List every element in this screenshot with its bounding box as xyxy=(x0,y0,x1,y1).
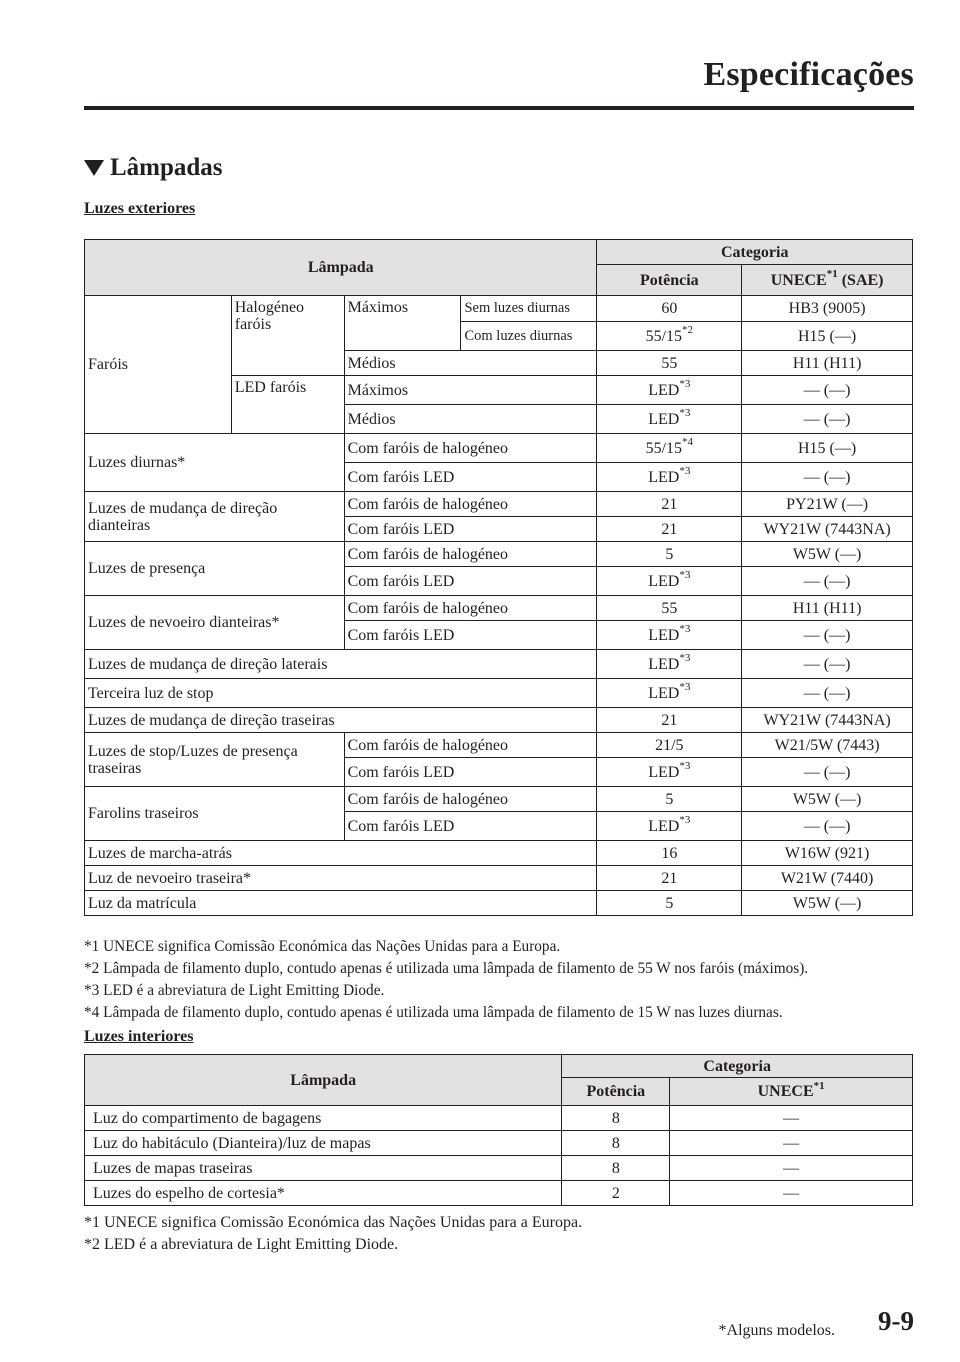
footnote: *1 UNECE significa Comissão Económica das Nações Unidas para a Europa. xyxy=(84,1214,583,1231)
table-row: Luzes de mapas traseiras 8 — xyxy=(85,1156,913,1181)
exterior-lights-table: Lâmpada Categoria Potência UNECE$^{*1}$ (SAE) Faróis Halogéneo faróis Máximos Sem luzes diurnas 60 HB3 (9005) Com luzes diurnas 55/15$^{*2}$ H15 (—) Médios 55 H11 (H11) LED faróis Máximos LED$^{*3}$ — (—) Médios LED$^{*3}$ — (—) Luzes diurnas* Com faróis de halogéneo 55/15$^{*4}$ H15 (—) Com faróis LED LED$^{*3}$ — (—) Luzes de mudança de direção dianteiras Com faróis de halogéneo 21 PY21W (—) Com faróis LED 21 WY21W (7443NA) Luzes de presença Com faróis de halogéneo 5 W5W (—) Com faróis LED LED$^{*3}$ — (—) Luzes de nevoeiro dianteiras* Com faróis de halogéneo 55 H11 (H11) Com faróis LED LED$^{*3}$ — (—) Luzes de mudança de direção laterais LED$^{*3}$ — (—) Terceira luz de stop LED$^{*3}$ — (—) Luzes de mudança de direção traseiras 21 WY21W (7443NA) Luzes de stop/Luzes de presença traseiras Com faróis de halogéneo 21/5 W21/5W (7443) Com faróis LED LED$^{*3}$ — (—) Farolins traseiros Com faróis de halogéneo 5 W5W (—) Com faróis LED LED$^{*3}$ — (—) Luzes de marcha-atrás 16 W16W (921) Luz de nevoeiro traseira* 21 W21W (7440) Luz da matrícula 5 W5W (—) xyxy=(84,239,913,916)
com-luzes-diurnas: Com luzes diurnas xyxy=(461,322,597,351)
row-nevoeiro-traseira: Luz de nevoeiro traseira* xyxy=(85,866,597,891)
triangle-down-icon xyxy=(84,160,104,176)
sem-luzes-diurnas: Sem luzes diurnas xyxy=(461,296,597,322)
footnote: *1 UNECE significa Comissão Económica das Nações Unidas para a Europa. xyxy=(84,938,561,955)
interior-footnotes xyxy=(84,1212,582,1256)
footnote: *2 Lâmpada de filamento duplo, contudo apenas é utilizada uma lâmpada de filamento de 55 W nos faróis (máximos). xyxy=(84,960,809,977)
row-farois: Faróis xyxy=(85,296,232,434)
table-row: Luz do compartimento de bagagens 8 — xyxy=(85,1106,913,1131)
footnote: *2 LED é a abreviatura de Light Emitting Diode. xyxy=(84,1236,399,1253)
row-marcha-atras: Luzes de marcha-atrás xyxy=(85,841,597,866)
halogeneo-farois: Halogéneo faróis xyxy=(231,296,344,376)
col-potencia: Potência xyxy=(562,1078,670,1106)
col-unece: UNECE$^{*1}$ (SAE) xyxy=(742,265,913,296)
exterior-heading: Luzes exteriores xyxy=(84,200,196,217)
led-medios: Médios xyxy=(344,405,597,434)
hal-maximos: Máximos xyxy=(344,296,461,351)
page-header-title: Especificações xyxy=(703,56,914,93)
row-luzes-diurnas: Luzes diurnas* xyxy=(85,434,345,492)
footnote: *4 Lâmpada de filamento duplo, contudo apenas é utilizada uma lâmpada de filamento de 15 W nas luzes diurnas. xyxy=(84,1004,783,1021)
header-rule xyxy=(84,106,914,110)
col-lampada: Lâmpada xyxy=(85,1055,562,1106)
page-number: 9-9 xyxy=(878,1306,914,1336)
row-presenca: Luzes de presença xyxy=(85,542,345,596)
row-mudanca-laterais: Luzes de mudança de direção laterais xyxy=(85,650,597,679)
table-row: Luzes do espelho de cortesia* 2 — xyxy=(85,1181,913,1206)
interior-lights-table xyxy=(84,1054,913,1206)
section-title xyxy=(84,154,223,182)
row-mudanca-traseiras: Luzes de mudança de direção traseiras xyxy=(85,708,597,733)
col-categoria: Categoria xyxy=(562,1055,913,1078)
row-stop-presenca: Luzes de stop/Luzes de presença traseiras xyxy=(85,733,345,787)
footnote: *3 LED é a abreviatura de Light Emitting Diode. xyxy=(84,982,385,999)
col-lampada: Lâmpada xyxy=(85,240,597,296)
interior-heading: Luzes interiores xyxy=(84,1028,194,1045)
table-row: Luz do habitáculo (Dianteira)/luz de mapas 8 — xyxy=(85,1131,913,1156)
row-matricula: Luz da matrícula xyxy=(85,891,597,916)
row-terceira-stop: Terceira luz de stop xyxy=(85,679,597,708)
col-potencia: Potência xyxy=(597,265,742,296)
led-farois: LED faróis xyxy=(231,376,344,434)
led-maximos: Máximos xyxy=(344,376,597,405)
footer-note: *Alguns modelos. xyxy=(718,1322,835,1339)
hal-medios: Médios xyxy=(344,351,597,376)
section-title-text: Lâmpadas xyxy=(110,154,223,181)
exterior-footnotes xyxy=(84,936,808,1024)
row-farolins-traseiros: Farolins traseiros xyxy=(85,787,345,841)
col-unece: UNECE$^{*1}$ xyxy=(670,1078,913,1106)
row-nevoeiro-dianteiras: Luzes de nevoeiro dianteiras* xyxy=(85,596,345,650)
col-categoria: Categoria xyxy=(597,240,913,265)
row-mudanca-dianteiras: Luzes de mudança de direção dianteiras xyxy=(85,492,345,542)
